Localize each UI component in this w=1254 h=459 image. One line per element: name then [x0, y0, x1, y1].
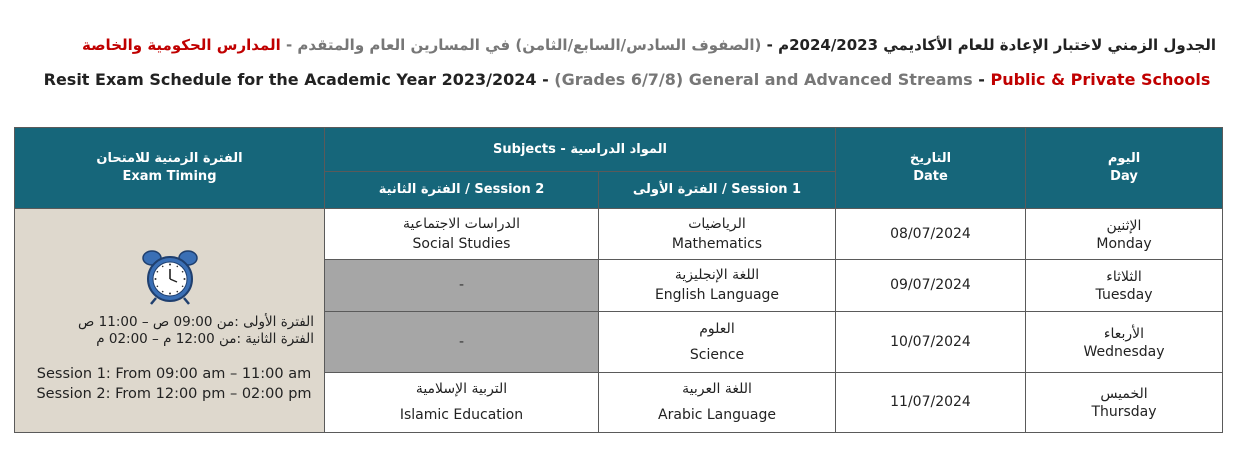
date-value: 08/07/2024	[890, 226, 971, 243]
day-en: Wednesday	[1083, 343, 1165, 360]
timing-english	[15, 348, 324, 404]
empty-dash: -	[458, 333, 465, 350]
header-session-1	[599, 172, 836, 209]
header-date	[836, 128, 1026, 209]
exam-timing-cell	[15, 209, 325, 433]
table-row	[15, 209, 1223, 260]
subject-ar: الدراسات الاجتماعية	[403, 216, 520, 233]
subject-ar: التربية الإسلامية	[415, 381, 508, 398]
header-day-ar: اليوم	[1107, 151, 1141, 167]
session-2-empty-cell	[325, 311, 599, 372]
title-en-schools: Public & Private Schools	[990, 70, 1211, 89]
session-2-cell	[325, 372, 599, 432]
subject-ar: الرياضيات	[688, 216, 746, 233]
subject-ar: اللغة العربية	[682, 381, 752, 398]
timing-ar-line-2: الفترة الثانية :من 12:00 م – 02:00 م	[96, 330, 314, 347]
date-value: 09/07/2024	[890, 277, 971, 294]
title-en-dash: -	[972, 70, 991, 89]
date-cell	[836, 372, 1026, 432]
empty-dash: -	[458, 277, 465, 294]
timing-en-line-1: Session 1: From 09:00 am – 11:00 am	[36, 365, 312, 382]
day-en: Thursday	[1091, 404, 1157, 421]
date-value: 11/07/2024	[890, 394, 971, 411]
day-ar: الخميس	[1100, 386, 1148, 403]
title-english	[0, 70, 1254, 89]
day-ar: الإثنين	[1106, 218, 1142, 235]
day-cell	[1026, 209, 1223, 260]
title-ar-grades: (الصفوف السادس/السابع/الثامن) في المسارين العام والمتقدم -	[285, 36, 767, 54]
timing-ar-line-1: الفترة الأولى :من 09:00 ص – 11:00 ص	[78, 313, 314, 330]
header-subjects-label: Subjects - المواد الدراسية	[493, 141, 667, 157]
subject-en: Mathematics	[671, 236, 763, 253]
header-subjects	[325, 128, 836, 172]
header-exam-timing	[15, 128, 325, 209]
date-cell	[836, 260, 1026, 311]
session-1-cell	[599, 311, 836, 372]
session-1-cell	[599, 372, 836, 432]
header-session-2	[325, 172, 599, 209]
header-timing-en: Exam Timing	[122, 169, 217, 185]
header-date-en: Date	[913, 169, 948, 185]
timing-en-line-2: Session 2: From 12:00 pm – 02:00 pm	[36, 385, 312, 402]
session-2-cell	[325, 209, 599, 260]
header-timing-ar: الفترة الزمنية للامتحان	[96, 151, 243, 167]
subject-en: Social Studies	[412, 236, 511, 253]
subject-en: Arabic Language	[658, 407, 776, 424]
title-en-grades: (Grades 6/7/8) General and Advanced Streams	[554, 70, 973, 89]
header-day-en: Day	[1110, 169, 1138, 185]
subject-en: Islamic Education	[399, 407, 524, 424]
header-date-ar: التاريخ	[909, 151, 952, 167]
session-1-cell	[599, 260, 836, 311]
day-en: Monday	[1096, 236, 1152, 253]
day-ar: الثلاثاء	[1106, 269, 1142, 286]
date-cell	[836, 209, 1026, 260]
day-en: Tuesday	[1095, 287, 1153, 304]
title-ar-main: الجدول الزمني لاختبار الإعادة للعام الأكاديمي 2024/2023م -	[766, 36, 1216, 54]
title-ar-schools: المدارس الحكومية والخاصة	[81, 36, 286, 54]
session-1-cell	[599, 209, 836, 260]
subject-en: English Language	[654, 287, 780, 304]
header-day	[1026, 128, 1223, 209]
date-cell	[836, 311, 1026, 372]
header-session-1-label: الفترة الأولى / Session 1	[632, 182, 802, 198]
day-cell	[1026, 260, 1223, 311]
exam-schedule-table	[14, 127, 1223, 433]
timing-arabic	[15, 306, 324, 348]
header-session-2-label: الفترة الثانية / Session 2	[378, 182, 545, 198]
title-en-main: Resit Exam Schedule for the Academic Year 2023/2024 -	[43, 70, 555, 89]
title-arabic	[0, 36, 1216, 54]
alarm-clock-icon	[138, 248, 202, 306]
day-cell	[1026, 372, 1223, 432]
subject-ar: العلوم	[699, 320, 735, 337]
session-2-empty-cell	[325, 260, 599, 311]
date-value: 10/07/2024	[890, 333, 971, 350]
subject-ar: اللغة الإنجليزية	[674, 267, 760, 284]
subject-en: Science	[689, 346, 745, 363]
day-cell	[1026, 311, 1223, 372]
day-ar: الأربعاء	[1103, 325, 1145, 342]
